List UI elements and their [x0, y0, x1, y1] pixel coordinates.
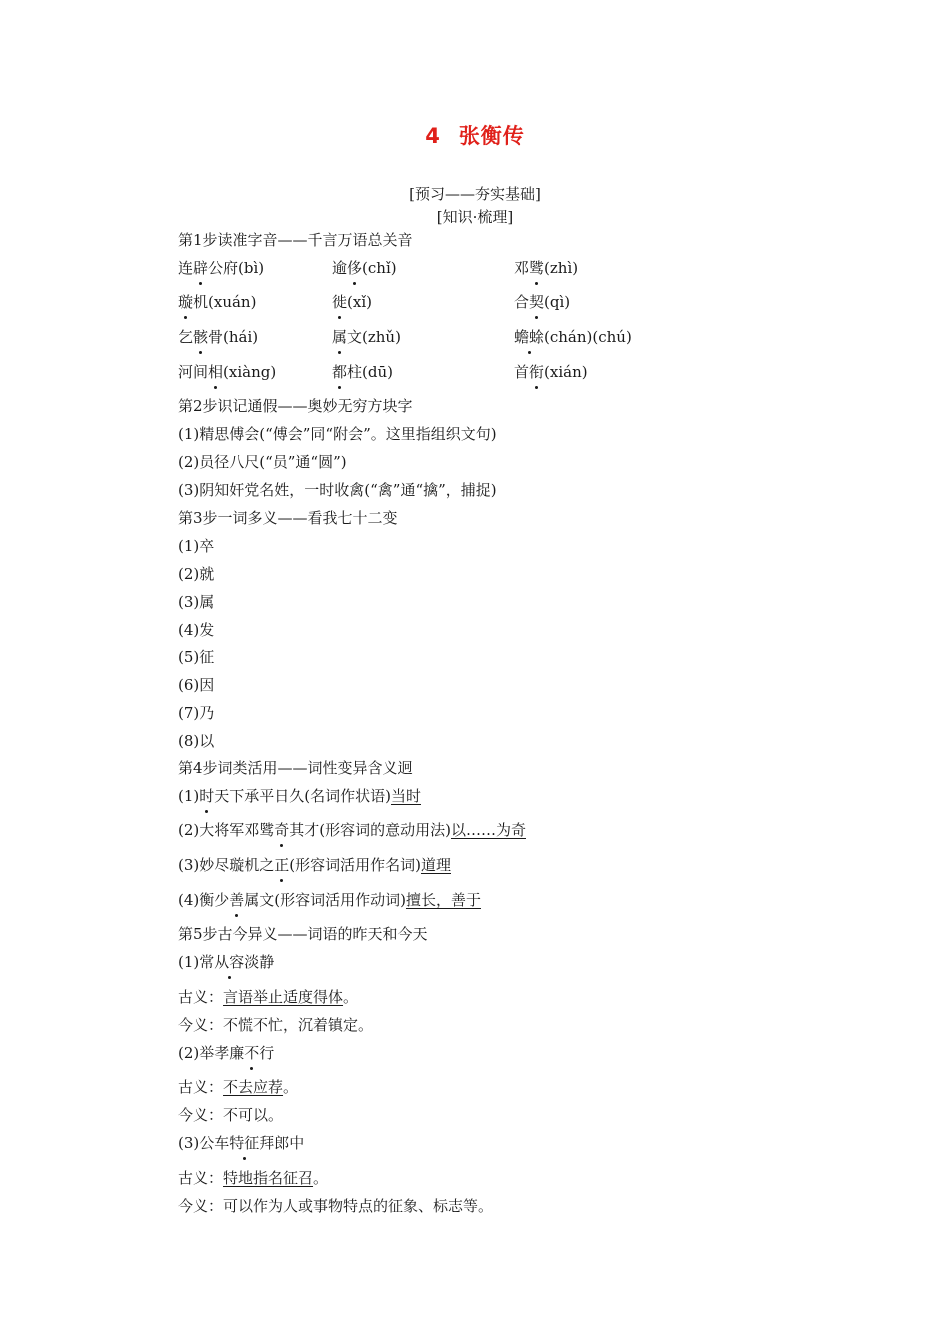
pinyin-item: 都柱(dū)	[332, 363, 393, 381]
list-item: (7)乃	[178, 704, 215, 722]
pinyin-item: 合契(qì)	[514, 293, 571, 311]
pinyin-item: 璇机(xuán)	[178, 293, 257, 311]
list-item: (4)发	[178, 621, 215, 639]
answer-text: 道理	[420, 856, 451, 874]
step1-heading: 第1步读准字音——千言万语总关音	[178, 231, 413, 249]
pinyin-item: 首衔(xián)	[514, 363, 588, 381]
section-heading-preview: [预习——夯实基础]	[409, 185, 541, 203]
list-item: (2)大将军邓骘奇其才(形容词的意动用法)以……为奇	[178, 821, 526, 839]
list-item: (2)员径八尺(“员”通“圆”)	[178, 453, 347, 471]
answer-text: 擅长，善于	[405, 891, 481, 909]
ancient-meaning: 古义：不去应荐。	[178, 1078, 299, 1096]
answer-text: 言语举止适度得体	[223, 988, 344, 1006]
answer-text: 不去应荐	[223, 1078, 284, 1096]
pinyin-item: 徙(xǐ)	[332, 293, 372, 311]
list-item: (1)精思傅会(“傅会”同“附会”。这里指组织文句)	[178, 425, 497, 443]
list-item: (6)因	[178, 676, 215, 694]
lesson-number: 4	[425, 124, 441, 148]
pinyin-item: 邓骘(zhì)	[514, 259, 579, 277]
list-item: (3)阴知奸党名姓，一时收禽(“禽”通“擒”，捕捉)	[178, 481, 497, 499]
modern-meaning: 今义：可以作为人或事物特点的征象、标志等。	[178, 1197, 494, 1215]
step4-heading: 第4步词类活用——词性变异含义迥	[178, 759, 413, 777]
list-item: (3)属	[178, 593, 215, 611]
pinyin-item: 逾侈(chǐ)	[332, 259, 397, 277]
question-line: (2)举孝廉不行	[178, 1044, 275, 1062]
list-item: (3)妙尽璇机之正(形容词活用作名词)道理	[178, 856, 451, 874]
modern-meaning: 今义：不可以。	[178, 1106, 284, 1124]
step2-heading: 第2步识记通假——奥妙无穷方块字	[178, 397, 413, 415]
answer-text: 特地指名征召	[223, 1169, 314, 1187]
section-heading-knowledge: [知识·梳理]	[436, 208, 514, 226]
pinyin-item: 蟾蜍(chán)(chú)	[514, 328, 632, 346]
list-item: (8)以	[178, 732, 215, 750]
ancient-meaning: 古义：特地指名征召。	[178, 1169, 329, 1187]
step3-heading: 第3步一词多义——看我七十二变	[178, 509, 398, 527]
list-item: (1)时天下承平日久(名词作状语)当时	[178, 787, 421, 805]
pinyin-item: 连辟公府(bì)	[178, 259, 265, 277]
pinyin-item: 乞骸骨(hái)	[178, 328, 259, 346]
page-title	[0, 120, 950, 150]
list-item: (1)卒	[178, 537, 215, 555]
step5-heading: 第5步古今异义——词语的昨天和今天	[178, 925, 428, 943]
list-item: (4)衡少善属文(形容词活用作动词)擅长，善于	[178, 891, 481, 909]
pinyin-item: 河间相(xiàng)	[178, 363, 277, 381]
list-item: (2)就	[178, 565, 215, 583]
answer-text: 当时	[390, 787, 421, 805]
pinyin-item: 属文(zhǔ)	[332, 328, 401, 346]
answer-text: 以……为奇	[450, 821, 526, 839]
question-line: (1)常从容淡静	[178, 953, 275, 971]
modern-meaning: 今义：不慌不忙，沉着镇定。	[178, 1016, 374, 1034]
ancient-meaning: 古义：言语举止适度得体。	[178, 988, 359, 1006]
lesson-title: 张衡传	[458, 124, 525, 148]
question-line: (3)公车特征拜郎中	[178, 1134, 305, 1152]
list-item: (5)征	[178, 648, 215, 666]
